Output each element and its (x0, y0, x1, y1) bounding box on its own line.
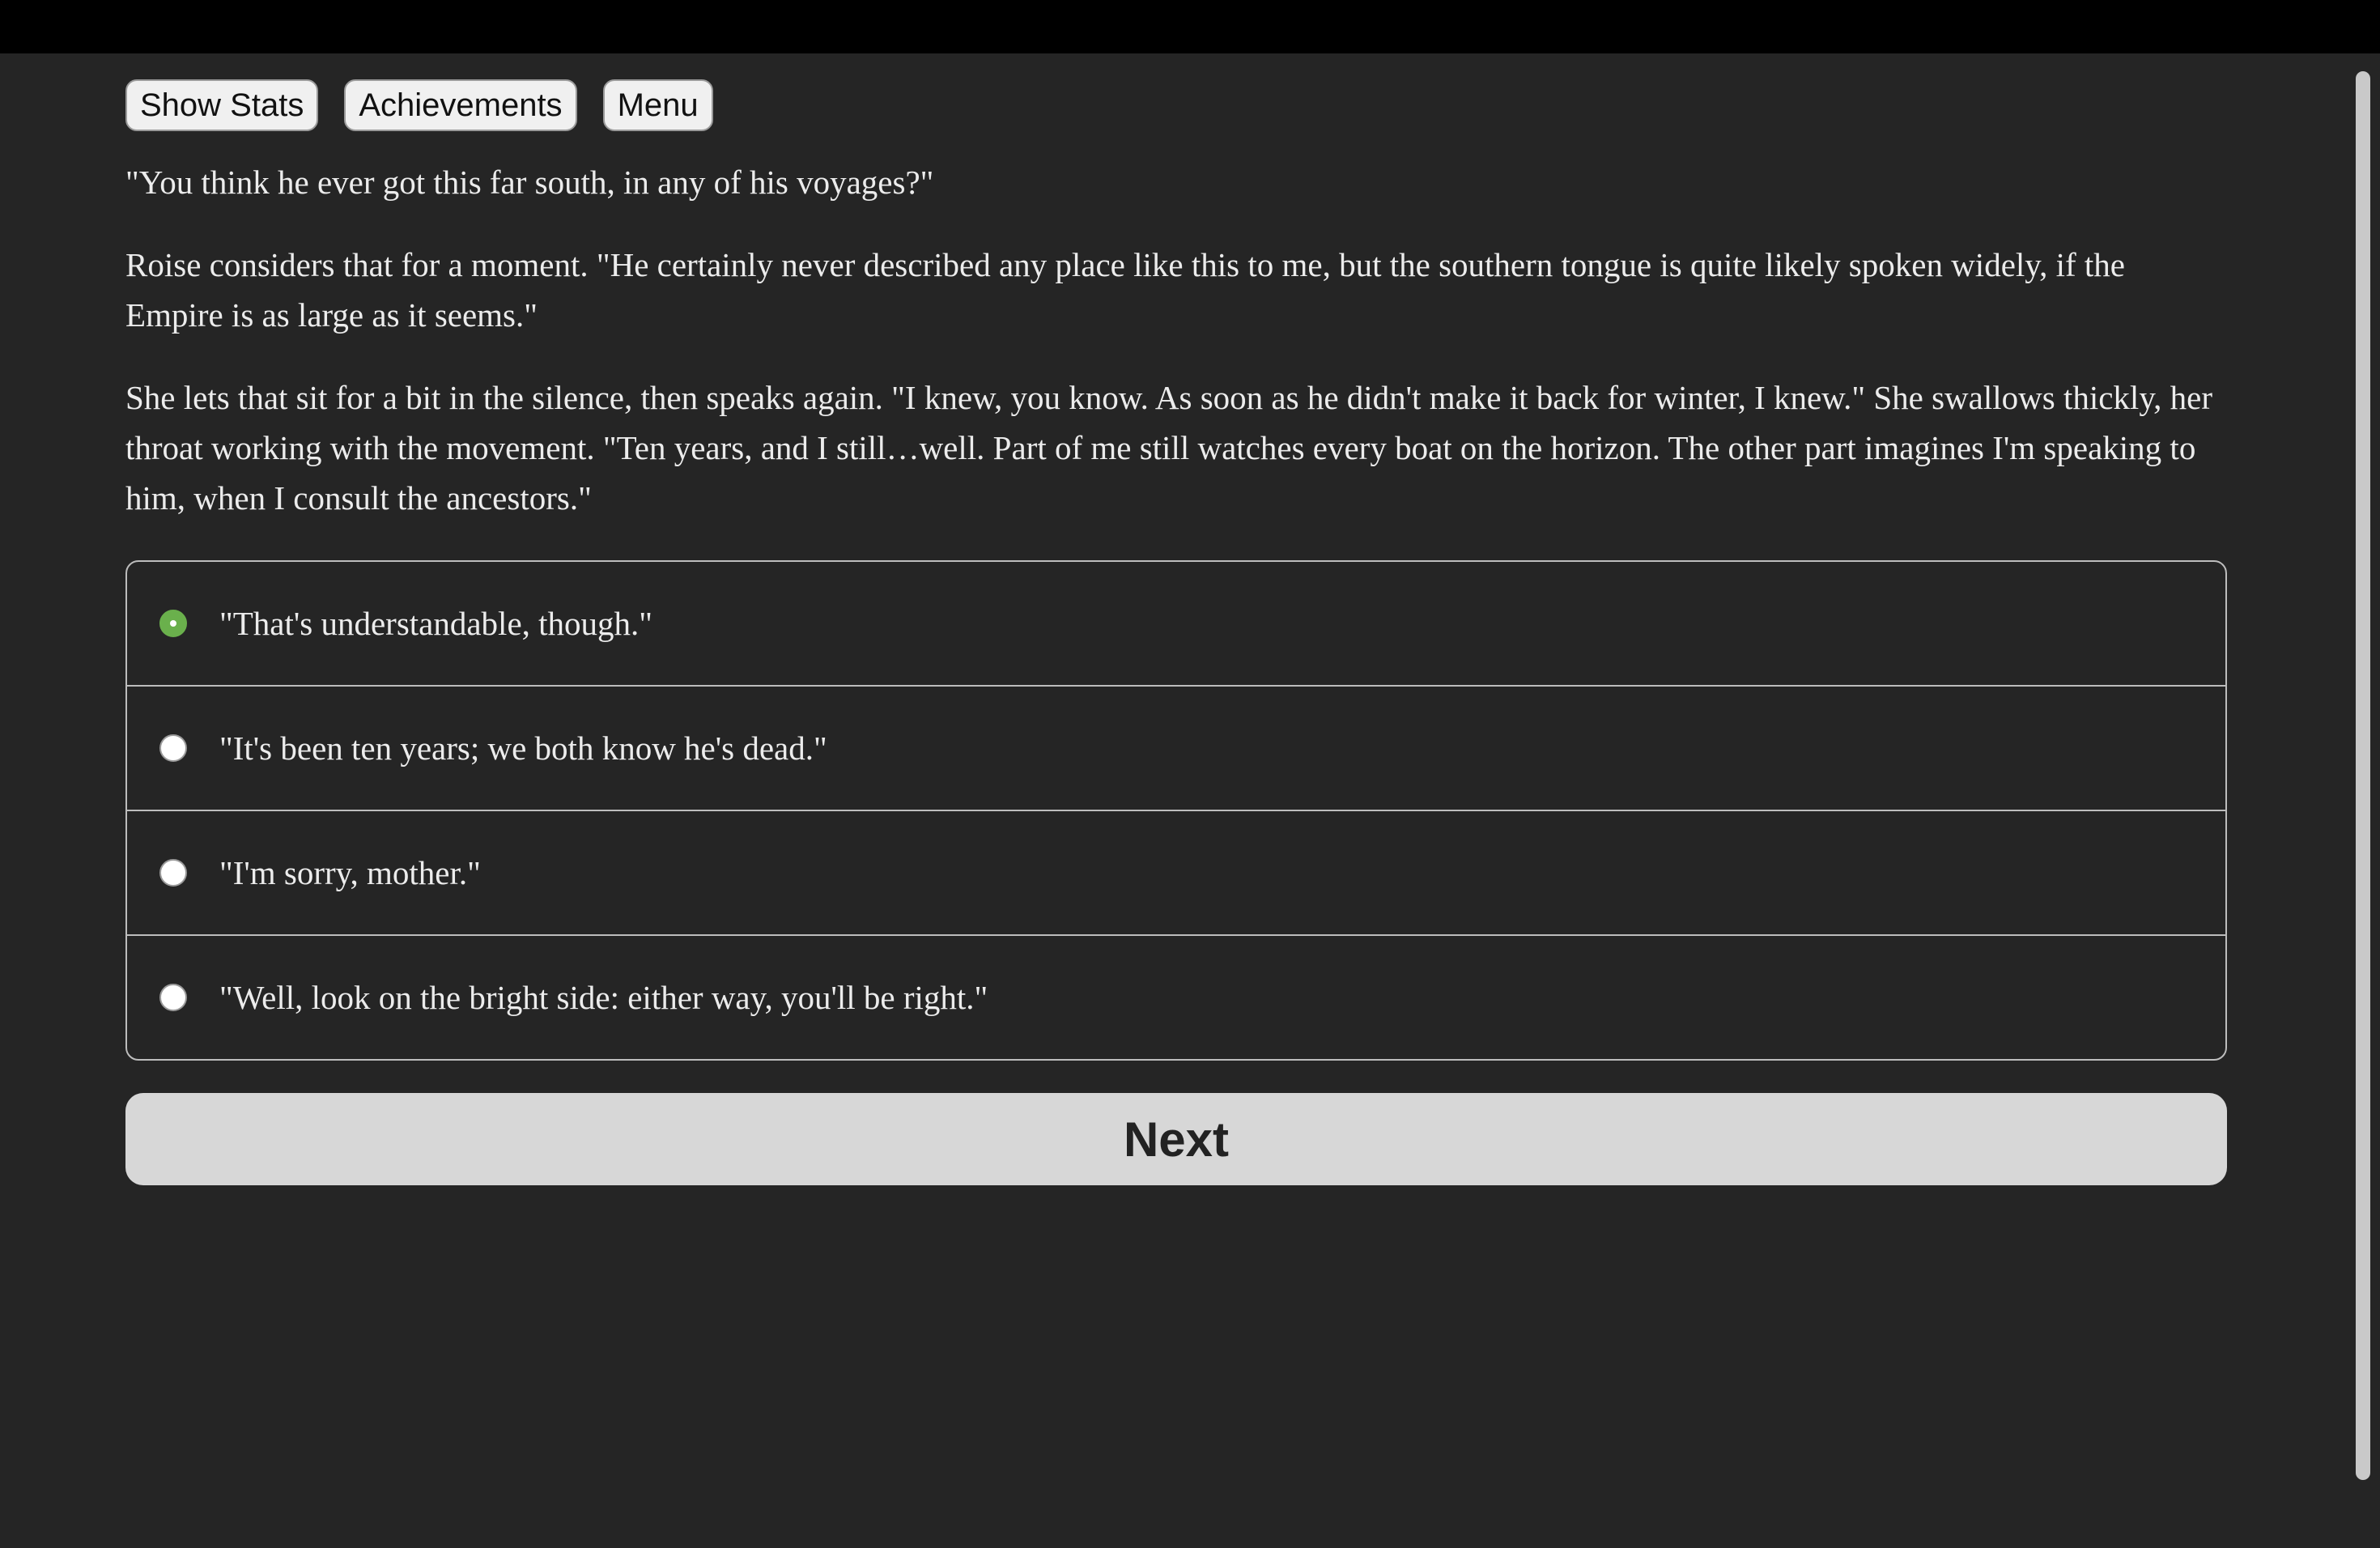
toolbar (125, 79, 2227, 131)
choice-label: "It's been ten years; we both know he's dead." (219, 729, 827, 767)
browser-top-bar (0, 0, 2380, 53)
menu-button[interactable]: Menu (603, 79, 713, 131)
choice-label: "That's understandable, though." (219, 605, 653, 642)
story-paragraph: She lets that sit for a bit in the silence, then speaks again. "I knew, you know. As soon as he didn't make it back for winter, I knew." She swallows thickly, her throat working with the movement. "Ten years, and I still…well. Part of me still watches every boat on the horizon. The other part imagines I'm speaking to him, when I consult the ancestors." (125, 379, 2213, 517)
next-button[interactable]: Next (125, 1093, 2227, 1185)
choice-option-4[interactable] (127, 934, 2225, 1059)
radio-button-selected[interactable] (159, 610, 187, 637)
choice-option-3[interactable] (127, 810, 2225, 934)
scrollbar-track[interactable] (2348, 53, 2380, 1548)
radio-button[interactable] (159, 984, 187, 1011)
radio-button[interactable] (159, 734, 187, 762)
achievements-button[interactable]: Achievements (344, 79, 576, 131)
radio-button[interactable] (159, 859, 187, 887)
game-content (125, 79, 2227, 1185)
choice-label: "Well, look on the bright side: either way, you'll be right." (219, 979, 988, 1016)
choice-label: "I'm sorry, mother." (219, 854, 481, 891)
story-text (125, 157, 2227, 523)
scrollbar-thumb[interactable] (2356, 71, 2370, 1480)
story-paragraph: Roise considers that for a moment. "He certainly never described any place like this to me, but the southern tongue is quite likely spoken widely, if the Empire is as large as it seems." (125, 246, 2126, 334)
choice-option-2[interactable] (127, 685, 2225, 810)
choice-option-1[interactable] (127, 562, 2225, 685)
story-paragraph: "You think he ever got this far south, in any of his voyages?" (125, 164, 934, 201)
show-stats-button[interactable]: Show Stats (125, 79, 318, 131)
choice-list (125, 560, 2227, 1061)
